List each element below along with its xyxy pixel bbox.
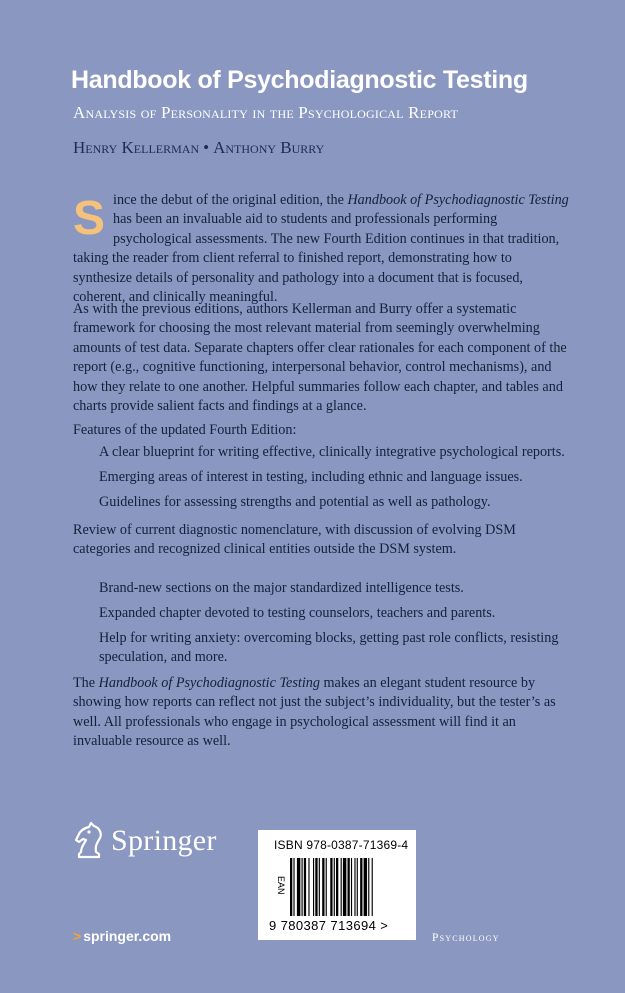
features-list-2 bbox=[99, 579, 569, 673]
author-separator: • bbox=[203, 138, 210, 157]
feature-item: Emerging areas of interest in testing, including ethnic and language issues. bbox=[99, 469, 523, 485]
book-title: Handbook of Psychodiagnostic Testing bbox=[71, 66, 528, 94]
publisher-website bbox=[73, 928, 171, 944]
author-burry: Anthony Burry bbox=[213, 138, 325, 157]
publisher-logo bbox=[73, 821, 217, 861]
intro-paragraph bbox=[73, 191, 573, 307]
feature-item: A clear blueprint for writing effective, clinically integrative psychological reports. bbox=[99, 444, 565, 460]
intro-text-a: ince the debut of the original edition, the bbox=[113, 192, 348, 208]
website-arrow: > bbox=[73, 928, 82, 944]
closing-book-title: Handbook of Psychodiagnostic Testing bbox=[98, 675, 320, 691]
barcode-digits: 9 780387 713694 > bbox=[269, 918, 389, 933]
publisher-name: Springer bbox=[111, 824, 217, 857]
feature-item: Guidelines for assessing strengths and potential as well as pathology. bbox=[99, 494, 491, 510]
closing-text-a: The bbox=[73, 675, 99, 691]
authors bbox=[73, 138, 324, 158]
methods-paragraph: As with the previous editions, authors Kellerman and Burry offer a systematic framework for choosing the most relevant material from seemingly overwhelming amounts of test data. Separate chapters offer clear rationales for each component of the report (e.g., cognitive functioning, interpersonal behavior, control mechanisms), and how they relate to one another. Helpful summaries follow each chapter, and tables and charts provide salient facts and findings at a glance. bbox=[73, 301, 567, 415]
features-intro: Features of the updated Fourth Edition: bbox=[73, 422, 297, 438]
intro-text-b: has been an invaluable aid to students and professionals performing psychological assessments. The new Fourth Edition continues in that tradition, taking the reader from client referral to finished report, demonstrating how to synthesize details of personality and pathology into a document that is focused, coherent, and clinically meaningful. bbox=[73, 211, 560, 306]
features-list bbox=[99, 443, 579, 518]
chess-knight-icon bbox=[73, 821, 105, 861]
nomenclature-paragraph: Review of current diagnostic nomenclature, with discussion of evolving DSM categories and recognized clinical entities outside the DSM system. bbox=[73, 522, 516, 558]
feature-item: Brand-new sections on the major standardized intelligence tests. bbox=[99, 580, 464, 596]
drop-cap: S bbox=[73, 192, 106, 245]
book-subtitle: Analysis of Personality in the Psychological Report bbox=[73, 103, 458, 122]
closing-text-b: makes an elegant student resource by showing how reports can reflect not just the subject’s individuality, but the tester’s as well. All professionals who engage in psychological assessment will find it an invaluable resource as well. bbox=[73, 675, 556, 750]
website-url: springer.com bbox=[83, 928, 172, 944]
feature-item: Expanded chapter devoted to testing counselors, teachers and parents. bbox=[99, 605, 496, 621]
barcode bbox=[258, 830, 416, 940]
intro-book-title: Handbook of Psychodiagnostic Testing bbox=[347, 192, 569, 208]
barcode-bars bbox=[290, 858, 400, 916]
isbn-number: ISBN 978-0387-71369-4 bbox=[274, 838, 409, 852]
closing-paragraph bbox=[73, 674, 573, 752]
feature-item: Help for writing anxiety: overcoming blocks, getting past role conflicts, resisting speculation, and more. bbox=[99, 630, 559, 666]
ean-label: EAN bbox=[276, 876, 286, 895]
book-category: Psychology bbox=[432, 932, 500, 944]
author-kellerman: Henry Kellerman bbox=[73, 138, 200, 157]
